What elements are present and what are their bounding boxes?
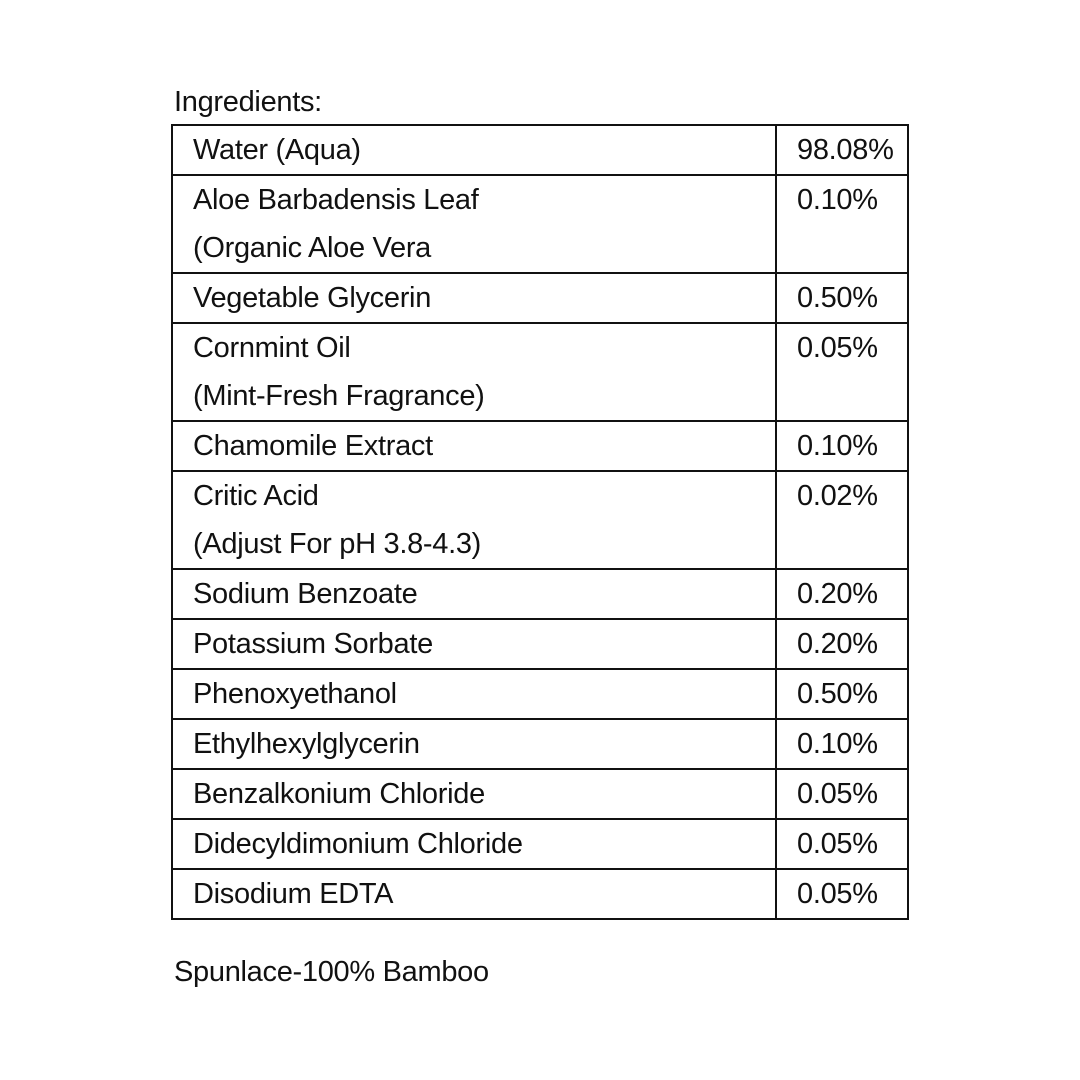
ingredient-name-cell <box>172 619 776 669</box>
ingredient-name: Aloe Barbadensis Leaf <box>193 184 479 216</box>
ingredient-name-cell <box>172 869 776 919</box>
ingredient-name-cell <box>172 769 776 819</box>
table-row <box>172 769 908 819</box>
ingredient-percent: 0.10% <box>797 184 878 216</box>
table-row <box>172 125 908 175</box>
ingredient-percent: 0.10% <box>797 728 878 760</box>
ingredient-name: Water (Aqua) <box>193 134 361 166</box>
ingredient-percent: 0.10% <box>797 430 878 462</box>
table-row <box>172 619 908 669</box>
ingredient-percent-cell <box>776 175 908 273</box>
ingredient-name: Potassium Sorbate <box>193 628 433 660</box>
table-row <box>172 819 908 869</box>
table-row <box>172 669 908 719</box>
ingredient-name: Critic Acid <box>193 480 319 512</box>
ingredient-name: Cornmint Oil <box>193 332 351 364</box>
ingredient-percent: 0.02% <box>797 480 878 512</box>
ingredient-subtext: (Adjust For pH 3.8-4.3) <box>193 528 482 560</box>
ingredient-name-cell <box>172 669 776 719</box>
ingredient-name-cell <box>172 471 776 569</box>
table-row <box>172 471 908 569</box>
ingredient-percent-cell <box>776 421 908 471</box>
ingredient-percent-cell <box>776 125 908 175</box>
ingredient-percent: 0.20% <box>797 578 878 610</box>
ingredient-percent-cell <box>776 719 908 769</box>
material-note: Spunlace-100% Bamboo <box>174 956 489 988</box>
ingredient-name-cell <box>172 175 776 273</box>
ingredient-percent: 98.08% <box>797 134 894 166</box>
ingredient-name-cell <box>172 569 776 619</box>
table-row <box>172 273 908 323</box>
ingredient-percent-cell <box>776 471 908 569</box>
table-row <box>172 175 908 273</box>
ingredient-percent: 0.05% <box>797 778 878 810</box>
ingredient-name: Ethylhexylglycerin <box>193 728 420 760</box>
ingredient-name: Vegetable Glycerin <box>193 282 432 314</box>
ingredient-name-cell <box>172 719 776 769</box>
ingredient-name-cell <box>172 323 776 421</box>
table-row <box>172 421 908 471</box>
ingredient-percent: 0.50% <box>797 282 878 314</box>
ingredient-percent-cell <box>776 569 908 619</box>
table-row <box>172 719 908 769</box>
ingredient-percent: 0.20% <box>797 628 878 660</box>
ingredient-percent-cell <box>776 769 908 819</box>
ingredient-name: Disodium EDTA <box>193 878 394 910</box>
ingredient-percent-cell <box>776 669 908 719</box>
ingredient-name-cell <box>172 421 776 471</box>
ingredient-name-cell <box>172 125 776 175</box>
ingredient-percent: 0.50% <box>797 678 878 710</box>
ingredient-name: Didecyldimonium Chloride <box>193 828 523 860</box>
table-row <box>172 569 908 619</box>
ingredient-percent: 0.05% <box>797 332 878 364</box>
ingredient-percent: 0.05% <box>797 878 878 910</box>
ingredients-heading: Ingredients: <box>174 86 322 118</box>
ingredient-percent-cell <box>776 819 908 869</box>
ingredient-subtext: (Organic Aloe Vera <box>193 232 432 264</box>
ingredient-name: Benzalkonium Chloride <box>193 778 485 810</box>
table-row <box>172 323 908 421</box>
ingredient-name: Sodium Benzoate <box>193 578 418 610</box>
ingredient-name: Chamomile Extract <box>193 430 433 462</box>
ingredient-percent-cell <box>776 273 908 323</box>
ingredient-name: Phenoxyethanol <box>193 678 397 710</box>
ingredient-percent-cell <box>776 869 908 919</box>
ingredient-percent-cell <box>776 323 908 421</box>
ingredients-table <box>171 124 909 920</box>
table-row <box>172 869 908 919</box>
ingredient-percent: 0.05% <box>797 828 878 860</box>
ingredient-percent-cell <box>776 619 908 669</box>
ingredient-subtext: (Mint-Fresh Fragrance) <box>193 380 485 412</box>
ingredient-name-cell <box>172 819 776 869</box>
ingredient-name-cell <box>172 273 776 323</box>
